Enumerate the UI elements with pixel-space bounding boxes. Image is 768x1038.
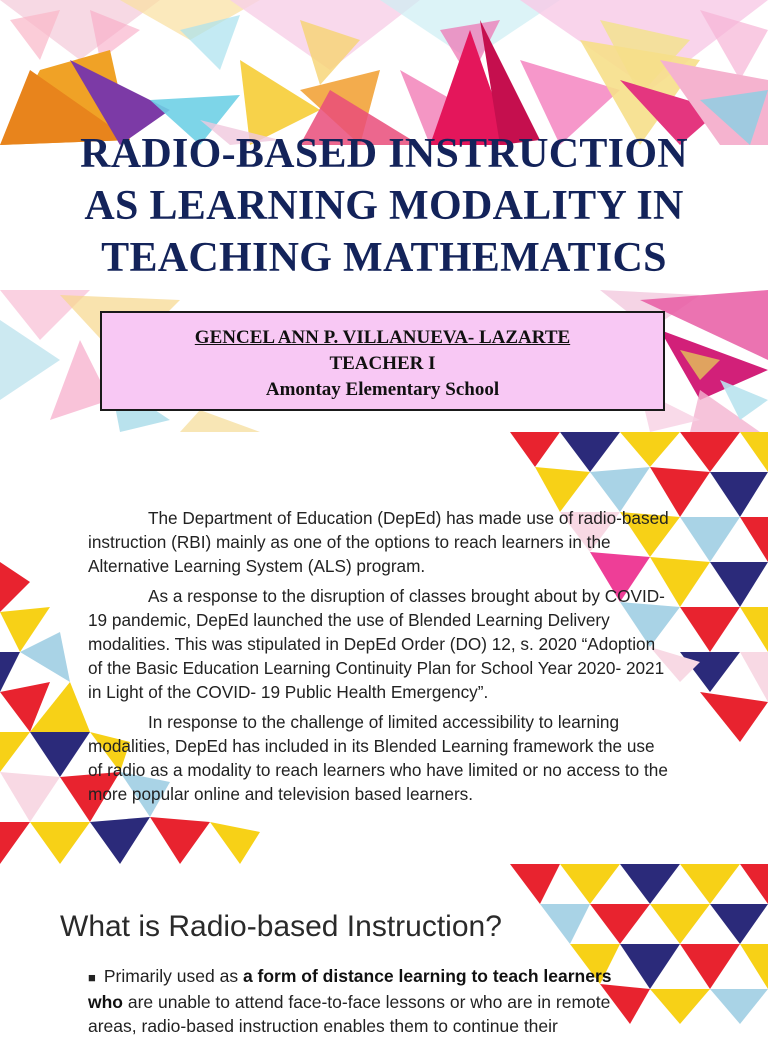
paragraph: In response to the challenge of limited accessibility to learning modalities, DepEd has included in its Blended Learning framework the use of radio as a modality to reach learners who have limited or no access to the more popular online and television based learners.	[88, 711, 668, 805]
body-text	[88, 506, 673, 811]
title-line-3: TEACHING MATHEMATICS	[101, 235, 667, 281]
author-position: TEACHER I	[329, 353, 436, 374]
paragraph: The Department of Education (DepEd) has made use of radio-based instruction (RBI) mainly as one of the options to reach learners in the Alternative Learning System (ALS) program.	[88, 508, 669, 577]
author-name: GENCEL ANN P. VILLANUEVA- LAZARTE	[194, 327, 571, 348]
title-line-1: RADIO-BASED INSTRUCTION	[80, 131, 688, 177]
bullet-lead-text: Primarily used as	[103, 966, 243, 986]
definition-slide	[0, 864, 768, 1036]
paragraph: As a response to the disruption of classes brought about by COVID- 19 pandemic, DepEd launched the use of Blended Learning Delivery modalities. This was stipulated in DepEd Order (DO) 12, s. 2020 “Adoption of the Basic Education Learning Continuity Plan for School Year 2020- 2021 in Light of the COVID- 19 Public Health Emergency”.	[88, 585, 665, 703]
title-line-2: AS LEARNING MODALITY IN	[84, 183, 684, 229]
bullet-item	[88, 964, 628, 1038]
title-slide	[0, 0, 768, 432]
bullet-bold-text: a form of distance learning to teach learners who	[88, 966, 612, 1012]
section-heading: What is Radio-based Instruction?	[60, 910, 502, 943]
content-slide	[0, 432, 768, 864]
bullet-rest-text: are unable to attend face-to-face lessons or who are in remote areas, radio-based instruction enables them to continue their	[88, 992, 611, 1036]
slide-title	[0, 128, 768, 284]
bullet-square-icon: ■	[88, 970, 96, 985]
school-name: Amontay Elementary School	[265, 379, 500, 400]
author-info-box	[100, 311, 665, 411]
